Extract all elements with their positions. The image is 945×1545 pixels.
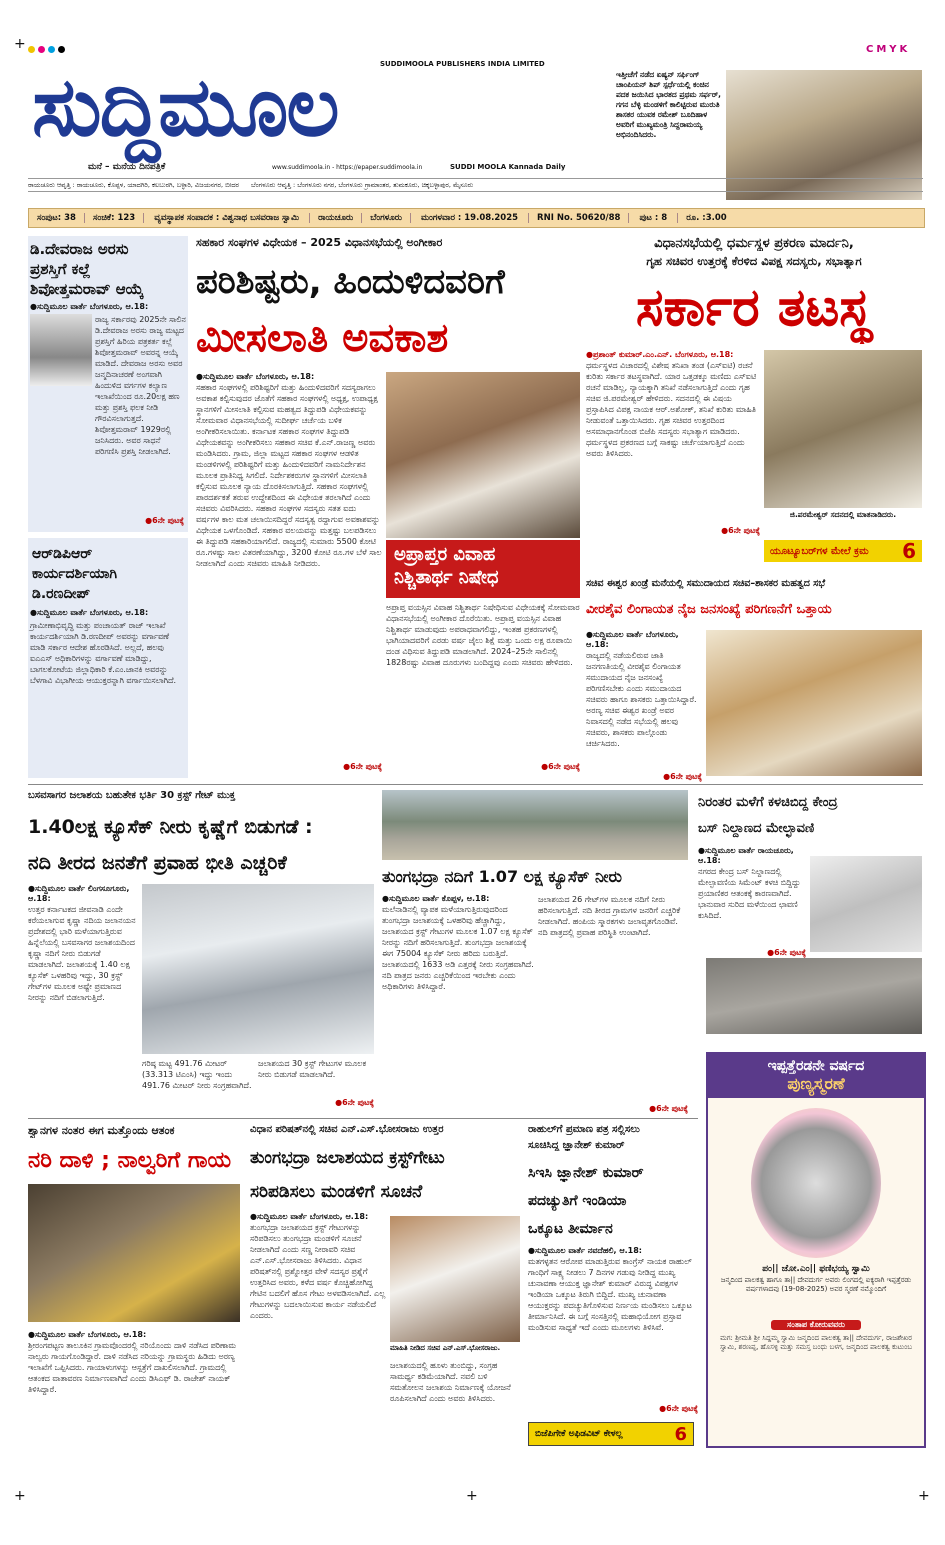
- youtubers-label: ಯೂಟ್ಯೂಬರ್‌ಗಳ ಮೇಲೆ ಕ್ರಮ: [770, 545, 869, 557]
- devaraj-body: ರಾಜ್ಯ ಸರ್ಕಾರವು 2025ನೇ ಸಾಲಿನ ಡಿ.ದೇವರಾಜ ಅರಸು ರಾಜ್ಯ ಮಟ್ಟದ ಪ್ರಶಸ್ತಿಗೆ ಹಿರಿಯ ಪತ್ರಕರ್ತ ಕಲ್ಲೆ ಶಿವೋತ್ತಮರಾವ್ ಅವರನ್ನ ಆಯ್ಕೆ ಮಾಡಿದೆ. ದೇವರಾಜ ಅರಸು ಅವರ ಜನ್ಮದಿನಾಚರಣೆ ಅಂಗವಾಗಿ ಹಿಂದುಳಿದ ವರ್ಗಗಳ ಕಲ್ಯಾಣ ಇಲಾಖೆಯಿಂದ ರೂ.20ಲಕ್ಷ ಹಣ ಮತ್ತು ಪ್ರಶಸ್ತಿ ಫಲಕ ನೀಡಿ ಗೌರವಿಸಲಾಗುತ್ತದೆ. ಶಿವೋತ್ತಮರಾವ್ 1929ರಲ್ಲಿ ಜನಿಸಿದರು. ಅವರ ಸಾಧನೆ ಪರಿಗಣಿಸಿ ಪ್ರಶಸ್ತಿ ನೀಡಲಾಗಿದೆ.: [95, 315, 186, 456]
- dharmasthala-head: ಸರ್ಕಾರ ತಟಸ್ಥ: [635, 278, 873, 338]
- krishna-kicker: ಬಸವಸಾಗರ ಜಲಾಶಯ ಬಹುತೇಕ ಭರ್ತಿ 30 ಕ್ರಸ್ಟ್ ಗೇಟ್ ಮುಕ್ತ: [28, 790, 236, 801]
- city-raichur: ರಾಯಚೂರು: [310, 213, 362, 223]
- busstand-head1: ನಿರಂತರ ಮಳೆಗೆ ಕಳಚಿಬಿದ್ದ ಕೇಂದ್ರ: [698, 795, 838, 810]
- assembly-photo: [386, 372, 580, 538]
- website: www.suddimoola.in - https://epaper.suddimoola.in: [272, 164, 423, 171]
- registration-dots: [28, 46, 65, 53]
- tungabhadra-continued: ●6ನೇ ಪುಟಕ್ಕೆ: [649, 1104, 688, 1113]
- randeep-head3: ಡಿ.ರಣದೀಪ್: [32, 586, 91, 602]
- divider-2: [28, 1118, 698, 1119]
- khandre-meeting-photo: [706, 630, 922, 776]
- crestgate-article: [250, 1212, 386, 1446]
- reservation-article: [196, 372, 382, 776]
- reservation-continued: ●6ನೇ ಪುಟಕ್ಕೆ: [343, 762, 382, 771]
- issue: ಸಂಚಿಕೆ: 123: [85, 213, 144, 223]
- crop-mark-bc: +: [466, 1488, 478, 1504]
- krishna-body2: ಗರಿಷ್ಠ ಮಟ್ಟ 491.76 ಮೀಟರ್ (33.313 ಟಿಎಂಸಿ) ಇದ್ದು ಇಂದು 491.76 ಮೀಟರ್ ನೀರು ಸಂಗ್ರಹವಾಗಿದೆ.: [142, 1059, 252, 1090]
- shivothamarao-photo: [30, 314, 92, 386]
- reservation-head2: ಮೀಸಲಾತಿ ಅವಕಾಶ: [196, 315, 449, 361]
- minor-marriage-banner: [386, 540, 580, 598]
- devaraj-head2: ಪ್ರಶಸ್ತಿಗೆ ಕಲ್ಲೆ: [30, 260, 91, 278]
- bjp-affidavit-page: 6: [674, 1423, 687, 1445]
- tungabhadra-river-photo: [382, 790, 688, 860]
- tungabhadra-body: ಮಲೆನಾಡಿನಲ್ಲಿ ವ್ಯಾಪಕ ಮಳೆಯಾಗುತ್ತಿರುವುದರಿಂದ ತುಂಗಭದ್ರಾ ಜಲಾಶಯಕ್ಕೆ ಒಳಹರಿವು ಹೆಚ್ಚಾಗಿದ್ದು, ಜಲಾಶಯದ ಕ್ರಸ್ಟ್ ಗೇಟುಗಳ ಮೂಲಕ 1.07 ಲಕ್ಷ ಕ್ಯೂಸೆಕ್ ನೀರನ್ನು ನದಿಗೆ ಹರಿಸಲಾಗುತ್ತಿದೆ. ತುಂಗಭದ್ರಾ ಜಲಾಶಯಕ್ಕೆ ಈಗ 75004 ಕ್ಯೂಸೆಕ್ ನೀರು ಹರಿದು ಬರುತ್ತಿದೆ. ಜಲಾಶಯದಲ್ಲಿ 1633 ಅಡಿ ಎತ್ತರಕ್ಕೆ ನೀರು ಸಂಗ್ರಹವಾಗಿದೆ. ನದಿ ಪಾತ್ರದ ಜನರು ಎಚ್ಚರಿಕೆಯಿಂದ ಇರಬೇಕು ಎಂದು ಅಧಿಕಾರಿಗಳು ತಿಳಿಸಿದ್ದಾರೆ.: [382, 905, 534, 991]
- busstand-head2: ಬಸ್ ನಿಲ್ದಾಣದ ಮೇಲ್ಛಾವಣಿ: [698, 821, 815, 836]
- tungabhadra-article: [382, 894, 534, 1120]
- minor-marriage-head1: ಅಪ್ರಾಪ್ತರ ವಿವಾಹ: [394, 544, 496, 565]
- randeep-head2: ಕಾರ್ಯದರ್ಶಿಯಾಗಿ: [32, 566, 118, 582]
- youtubers-box: [764, 540, 922, 562]
- founder: ವ್ಯವಸ್ಥಾಪಕ ಸಂಪಾದಕ : ವಿಶ್ವನಾಥ ಬಸವರಾಜ ಸ್ವಾಮಿ: [144, 213, 310, 223]
- dharmasthala-body: ಧರ್ಮಸ್ಥಳದ ವಿಚಾರದಲ್ಲಿ ವಿಶೇಷ ತನಿಖಾ ತಂಡ (ಎಸ್‌ಐಟಿ) ರಚನೆ ಕುರಿತು ಸರ್ಕಾರ ತಟಸ್ಥವಾಗಿದೆ. ಯಾರ ಒತ್ತಡಕ್ಕೂ ಮಣಿದು ಎಸ್‌ಐಟಿ ರಚನೆ ಮಾಡಿಲ್ಲ, ನ್ಯಾಯಕ್ಕಾಗಿ ತನಿಖೆ ನಡೆಸಲಾಗುತ್ತಿದೆ ಎಂದು ಗೃಹ ಸಚಿವ ಜಿ.ಪರಮೇಶ್ವರ್ ಹೇಳಿದರು. ಸದನದಲ್ಲಿ ಈ ವಿಷಯ ಪ್ರಸ್ತಾಪಿಸಿದ ವಿಪಕ್ಷ ನಾಯಕ ಆರ್.ಅಶೋಕ್, ತನಿಖೆ ಕುರಿತು ಮಾಹಿತಿ ನೀಡುವಂತೆ ಒತ್ತಾಯಿಸಿದರು. ಗೃಹ ಸಚಿವರ ಉತ್ತರದಿಂದ ಅಸಮಾಧಾನಗೊಂಡ ಬಿಜೆಪಿ ಸದಸ್ಯರು ಸಭಾತ್ಯಾಗ ಮಾಡಿದರು. ಧರ್ಮಸ್ಥಳದ ಪ್ರಕರಣದ ಬಗ್ಗೆ ಸಾಕಷ್ಟು ಚರ್ಚೆಯಾಗುತ್ತಿದೆ ಎಂದು ಅವರು ತಿಳಿಸಿದರು.: [586, 361, 757, 458]
- veerashaiva-continued: ●6ನೇ ಪುಟಕ್ಕೆ: [663, 772, 702, 781]
- krishna-article: [28, 884, 138, 1110]
- date: ಮಂಗಳವಾರ : 19.08.2025: [411, 213, 529, 223]
- devaraj-head3: ಶಿವೋತ್ತಮರಾವ್ ಆಯ್ಕೆ: [30, 280, 144, 298]
- obituary-ad: [706, 1052, 926, 1448]
- obituary-head2: ಪುಣ್ಯಸ್ಮರಣೆ: [787, 1074, 845, 1093]
- veerashaiva-dateline: ●ಸುದ್ದಿಮೂಲ ವಾರ್ತೆ ಬೆಂಗಳೂರು, ಆ.18:: [586, 630, 679, 649]
- crestgate-dateline: ●ಸುದ್ದಿಮೂಲ ವಾರ್ತೆ ಬೆಂಗಳೂರು, ಆ.18:: [250, 1212, 369, 1221]
- obituary-details: ಜನ್ಮದಿಂದ ಪಾಲಕತ್ವ ಹಾಗೂ ತಾ|| ದೇವದುರ್ಗ ಅವರು ಲಿಂಗದಲ್ಲಿ ಐಕ್ಯರಾಗಿ ಇಪ್ಪತ್ತೆರಡು ವರ್ಷಗಳಾದವು (19-08-2025) ಅವರ ಸ್ಮರಣೆ ನಮ್ಮೊಂದಿಗೆ: [720, 1276, 912, 1293]
- editions-text: ರಾಯಚೂರು ಆವೃತ್ತಿ : ರಾಯಚೂರು, ಕೊಪ್ಪಳ, ಯಾದಗಿರಿ, ಕಲಬುರಗಿ, ಬಳ್ಳಾರಿ, ವಿಜಯನಗರ, ಬೀದರ: [28, 181, 239, 189]
- krishna-body3: ಜಲಾಶಯದ 30 ಕ್ರಸ್ಟ್ ಗೇಟುಗಳ ಮೂಲಕ ನೀರು ಬಿಡುಗಡೆ ಮಾಡಲಾಗಿದೆ.: [258, 1059, 367, 1079]
- bjp-affidavit-label: ಬಿಜೆಪಿಗೇಕೆ ಅಫಿಡವಿಟ್ ಕೇಳಲ್ಲ: [535, 1429, 623, 1439]
- tungabhadra-article2: [538, 894, 688, 1120]
- gyanesh-body: ಮತಗಳ್ಳತನ ಆರೋಪ ಮಾಡುತ್ತಿರುವ ಕಾಂಗ್ರೆಸ್ ನಾಯಕ ರಾಹುಲ್ ಗಾಂಧಿಗೆ ಸಾಕ್ಷ್ಯ ನೀಡಲು 7 ದಿನಗಳ ಗಡುವು ನೀಡಿದ್ದ ಮುಖ್ಯ ಚುನಾವಣಾ ಆಯುಕ್ತ ಜ್ಞಾನೇಶ್ ಕುಮಾರ್ ವಿರುದ್ಧ ವಿಪಕ್ಷಗಳ ಇಂಡಿಯಾ ಒಕ್ಕೂಟ ತಿರುಗಿ ಬಿದ್ದಿದೆ. ಮುಖ್ಯ ಚುನಾವಣಾ ಆಯುಕ್ತರನ್ನು ಪದಚ್ಯುತಿಗೊಳಿಸುವ ನಿರ್ಣಯ ಮಂಡಿಸಲು ಒಕ್ಕೂಟ ತೀರ್ಮಾನಿಸಿದೆ. ಈ ಬಗ್ಗೆ ಸಂಸತ್ತಿನಲ್ಲಿ ಮಹಾಭಿಯೋಗ ಪ್ರಸ್ತಾವ ಮಂಡಿಸುವ ಸಾಧ್ಯತೆ ಇದೆ ಎಂದು ಮೂಲಗಳು ತಿಳಿಸಿವೆ.: [528, 1257, 692, 1332]
- youtubers-page: 6: [902, 539, 916, 563]
- pages: ಪುಟ : 8: [629, 213, 678, 223]
- gyanesh-kicker2: ಸೂಚಿಸಿದ್ದ ಜ್ಞಾನೇಶ್ ಕುಮಾರ್: [528, 1140, 625, 1151]
- reservation-kicker: ಸಹಕಾರ ಸಂಘಗಳ ವಿಧೇಯಕ – 2025 ವಿಧಾನಸಭೆಯಲ್ಲಿ ಅಂಗೀಕಾರ: [196, 236, 443, 249]
- busstand-article: [698, 846, 806, 956]
- veerashaiva-head: ವೀರಶೈವ ಲಿಂಗಾಯತ ನೈಜ ಜನಸಂಖ್ಯೆ ಪರಿಗಣನೆಗೆ ಒತ್ತಾಯ: [586, 602, 832, 617]
- bjp-affidavit-box: [528, 1422, 694, 1446]
- parameshwar-photo: [764, 350, 922, 508]
- dharmasthala-continued: ●6ನೇ ಪುಟಕ್ಕೆ: [721, 526, 760, 535]
- jackal-dateline: ●ಸುದ್ದಿಮೂಲ ವಾರ್ತೆ ಬೆಂಗಳೂರು, ಆ.18:: [28, 1330, 147, 1339]
- gyanesh-head1: ಸಿಇಸಿ ಜ್ಞಾನೇಶ್ ಕುಮಾರ್: [528, 1165, 644, 1181]
- minor-marriage-article: [386, 602, 580, 776]
- veerashaiva-body: ರಾಜ್ಯದಲ್ಲಿ ನಡೆಯಲಿರುವ ಜಾತಿ ಜನಗಣತಿಯಲ್ಲಿ ವೀರಶೈವ ಲಿಂಗಾಯತ ಸಮುದಾಯದ ನೈಜ ಜನಸಂಖ್ಯೆ ಪರಿಗಣಿಸಬೇಕು ಎಂದು ಸಮುದಾಯದ ಸಚಿವರು ಹಾಗೂ ಶಾಸಕರು ಒತ್ತಾಯಿಸಿದ್ದಾರೆ. ಅರಣ್ಯ ಸಚಿವ ಈಶ್ವರ ಖಂಡ್ರೆ ಅವರ ನಿವಾಸದಲ್ಲಿ ನಡೆದ ಸಭೆಯಲ್ಲಿ ಹಲವು ಸಚಿವರು, ಶಾಸಕರು ಪಾಲ್ಗೊಂಡು ಚರ್ಚಿಸಿದರು.: [586, 651, 697, 748]
- crestgate-head1: ತುಂಗಭದ್ರಾ ಜಲಾಶಯದ ಕ್ರಸ್ಟ್‌ಗೇಟು: [250, 1148, 445, 1168]
- edition-strip: [28, 178, 923, 192]
- devaraj-continued: ●6ನೇ ಪುಟಕ್ಕೆ: [145, 516, 184, 525]
- busstand-roof-photo: [810, 856, 922, 952]
- krishna-head2: ನದಿ ತೀರದ ಜನತೆಗೆ ಪ್ರವಾಹ ಭೀತಿ ಎಚ್ಚರಿಕೆ: [28, 852, 287, 874]
- story-randeep: [28, 538, 188, 778]
- reservation-dateline: ●ಸುದ್ದಿಮೂಲ ವಾರ್ತೆ ಬೆಂಗಳೂರು, ಆ.18:: [196, 372, 315, 381]
- obituary-name: ಪಂ|| ಜೋ.ಎಂ|| ಫಣಿಭಯ್ಯ ಸ್ವಾಮಿ: [762, 1264, 870, 1274]
- crestgate-body2: ಜಲಾಶಯದಲ್ಲಿ ಹೂಳು ತುಂಬಿದ್ದು, ಸಂಗ್ರಹ ಸಾಮರ್ಥ್ಯ ಕಡಿಮೆಯಾಗಿದೆ. ನವಲಿ ಬಳಿ ಸಮತೋಲನ ಜಲಾಶಯ ನಿರ್ಮಾಣಕ್ಕೆ ಯೋಜನೆ ರೂಪಿಸಲಾಗಿದೆ ಎಂದು ಅವರು ತಿಳಿಸಿದರು.: [390, 1361, 511, 1403]
- randeep-body: ಗ್ರಾಮೀಣಾಭಿವೃದ್ಧಿ ಮತ್ತು ಪಂಚಾಯತ್ ರಾಜ್ ಇಲಾಖೆ ಕಾರ್ಯದರ್ಶಿಯಾಗಿ ಡಿ.ರಣದೀಪ್ ಅವರನ್ನು ವರ್ಗಾವಣೆ ಮಾಡಿ ಸರ್ಕಾರ ಆದೇಶ ಹೊರಡಿಸಿದೆ. ಅಲ್ಲದೆ, ಹಲವು ಐಎಎಸ್ ಅಧಿಕಾರಿಗಳನ್ನು ವರ್ಗಾವಣೆ ಮಾಡಿದ್ದು, ಬಾಗಲಕೋಟೆಯ ಜಿಲ್ಲಾಧಿಕಾರಿ ಕೆ.ಎಂ.ಜಾನಕಿ ಅವರನ್ನು ಬೆಳಗಾವಿ ವಿಭಾಗೀಯ ಆಯುಕ್ತರನ್ನಾಗಿ ವರ್ಗಾಯಿಸಲಾಗಿದೆ.: [30, 621, 177, 685]
- busstand-continued: ●6ನೇ ಪುಟಕ್ಕೆ: [767, 948, 806, 957]
- crestgate-kicker: ವಿಧಾನ ಪರಿಷತ್‌ನಲ್ಲಿ ಸಚಿವ ಎನ್.ಎಸ್.ಭೋಸರಾಜು ಉತ್ತರ: [250, 1124, 444, 1135]
- tungabhadra-body2: ಜಲಾಶಯದ 26 ಗೇಟ್‌ಗಳ ಮೂಲಕ ನದಿಗೆ ನೀರು ಹರಿಸಲಾಗುತ್ತಿದೆ. ನದಿ ತೀರದ ಗ್ರಾಮಗಳ ಜನರಿಗೆ ಎಚ್ಚರಿಕೆ ನೀಡಲಾಗಿದೆ. ಹಂಪಿಯ ಸ್ಮಾರಕಗಳು ಜಲಾವೃತಗೊಂಡಿವೆ. ನದಿ ಪಾತ್ರದಲ್ಲಿ ಪ್ರವಾಹ ಪರಿಸ್ಥಿತಿ ಉಂಟಾಗಿದೆ.: [538, 895, 681, 937]
- jackal-kicker: ಶ್ವಾನಗಳ ನಂತರ ಈಗ ಮತ್ತೊಂದು ಆತಂಕ: [28, 1124, 175, 1137]
- price: ರೂ. :3.00: [686, 213, 727, 223]
- jackal-body: ಶ್ರೀರಂಗಪಟ್ಟಣ ತಾಲೂಕಿನ ಗ್ರಾಮವೊಂದರಲ್ಲಿ ನರಿಯೊಂದು ದಾಳಿ ನಡೆಸಿದ ಪರಿಣಾಮ ನಾಲ್ವರು ಗಾಯಗೊಂಡಿದ್ದಾರೆ. ದಾಳಿ ನಡೆಸಿದ ನರಿಯನ್ನು ಗ್ರಾಮಸ್ಥರು ಹಿಡಿದು ಅರಣ್ಯ ಇಲಾಖೆಗೆ ಒಪ್ಪಿಸಿದರು. ಗಾಯಾಳುಗಳನ್ನು ಆಸ್ಪತ್ರೆಗೆ ದಾಖಲಿಸಲಾಗಿದೆ. ಗ್ರಾಮದಲ್ಲಿ ಆತಂಕದ ವಾತಾವರಣ ನಿರ್ಮಾಣವಾಗಿದೆ ಎಂದು ಡಿಸಿಎಫ್ ಡಿ. ರಾಜೇಶ್ ನಾಯಕ್ ತಿಳಿಸಿದ್ದಾರೆ.: [28, 1341, 236, 1394]
- dharmasthala-kicker1: ವಿಧಾನಸಭೆಯಲ್ಲಿ ಧರ್ಮಸ್ಥಳ ಪ್ರಕರಣ ಮಾರ್ದನಿ,: [654, 236, 854, 251]
- city-bengaluru: ಬೆಂಗಳೂರು: [362, 213, 411, 223]
- bhosaraju-photo: [390, 1216, 520, 1342]
- crop-mark-tl: +: [14, 36, 26, 52]
- gyanesh-kicker1: ರಾಹುಲ್‌ಗೆ ಪ್ರಮಾಣ ಪತ್ರ ಸಲ್ಲಿಸಲು: [528, 1124, 640, 1135]
- publisher-line: SUDDIMOOLA PUBLISHERS INDIA LIMITED: [380, 60, 545, 68]
- reservation-head1: ಪರಿಶಿಷ್ಟರು, ಹಿಂದುಳಿದವರಿಗೆ: [196, 262, 505, 302]
- gyanesh-article: [528, 1246, 698, 1418]
- reservation-body: ಸಹಕಾರ ಸಂಘಗಳಲ್ಲಿ ಪರಿಶಿಷ್ಟರಿಗೆ ಮತ್ತು ಹಿಂದುಳಿದವರಿಗೆ ಸದಸ್ಯರಾಗಲು ಅವಕಾಶ ಕಲ್ಪಿಸುವುದರ ಜೊತೆಗೆ ಸಹಕಾರ ಸಂಘಗಳಲ್ಲಿ ಅಧ್ಯಕ್ಷ, ಉಪಾಧ್ಯಕ್ಷ ಸ್ಥಾನಗಳಿಗೆ ಮೀಸಲಾತಿ ಕಲ್ಪಿಸುವ ಮಹತ್ವದ ತಿದ್ದುಪಡಿ ವಿಧೇಯಕವನ್ನು ಸೋಮವಾರ ವಿಧಾನಸಭೆಯಲ್ಲಿ ಸುದೀರ್ಘ ಚರ್ಚೆಯ ಬಳಿಕ ಅಂಗೀಕರಿಸಲಾಯಿತು. ಕರ್ನಾಟಕ ಸಹಕಾರ ಸಂಘಗಳ ತಿದ್ದುಪಡಿ ವಿಧೇಯಕವನ್ನು ಅಂಗೀಕರಿಸಲು ಸಹಕಾರ ಸಚಿವ ಕೆ.ಎನ್.ರಾಜಣ್ಣ ಅವರು ಮಂಡಿಸಿದರು. ಗ್ರಾಮ, ಜಿಲ್ಲಾ ಮಟ್ಟದ ಸಹಕಾರ ಸಂಘಗಳ ಆಡಳಿತ ಮಂಡಳಿಗಳಲ್ಲಿ ಪರಿಶಿಷ್ಟರಿಗೆ ಮತ್ತು ಹಿಂದುಳಿದವರಿಗೆ ನಾಮನಿರ್ದೇಶನ ಮೂಲಕ ಪ್ರಾತಿನಿಧ್ಯ ಸಿಗಲಿದೆ. ನಿರ್ದೇಶಕರುಗಳ ಸ್ಥಾನಗಳಿಗೆ ಮೀಸಲಾತಿ ಕಲ್ಪಿಸುವ ಮೂಲಕ ನ್ಯಾಯ ದೊರಕಿಸಲಾಗುತ್ತಿದೆ. ಸಹಕಾರ ಸಂಘಗಳಲ್ಲಿ ಪಾರದರ್ಶಕತೆ ತರುವ ಉದ್ದೇಶದಿಂದ ಈ ವಿಧೇಯಕ ತರಲಾಗಿದೆ ಎಂದು ಸಚಿವರು ವಿವರಿಸಿದರು. ಸಹಕಾರ ಸಂಘಗಳ ಸದಸ್ಯರು ಸತತ ಐದು ವರ್ಷಗಳ ಕಾಲ ಮತ ಚಲಾಯಿಸದಿದ್ದರೆ ಸದಸ್ಯತ್ವ ರದ್ದಾಗುವ ಅವಕಾಶವನ್ನು ವಿಧೇಯಕ ಒಳಗೊಂಡಿದೆ. ಸಹಕಾರ ವಲಯವನ್ನು ಮತ್ತಷ್ಟು ಬಲಪಡಿಸಲು ಈ ತಿದ್ದುಪಡಿ ಸಹಕಾರಿಯಾಗಲಿದೆ. ರಾಜ್ಯದಲ್ಲಿ ಸುಮಾರು 5500 ಕೋಟಿ ರೂ.ಗಳಷ್ಟು ಸಾಲ ವಿತರಣೆಯಾಗಿದ್ದು, 3200 ಕೋಟಿ ರೂ.ಗಳ ಬೆಳೆ ಸಾಲ ನೀಡಲಾಗಿದೆ ಎಂದು ಸಚಿವರು ಮಾಹಿತಿ ನೀಡಿದರು.: [196, 383, 382, 568]
- cmyk-mark: CMYK: [866, 44, 911, 55]
- veerashaiva-kicker: ಸಚಿವ ಈಶ್ವರ ಖಂಡ್ರೆ ಮನೆಯಲ್ಲಿ ಸಮುದಾಯದ ಸಚಿವ–ಶಾಸಕರ ಮಹತ್ವದ ಸಭೆ: [586, 578, 826, 589]
- jackal-article: [28, 1330, 242, 1446]
- dharmasthala-dateline: ●ಪ್ರಶಾಂತ್ ಕುಮಾರ್.ಎಂ.ಎನ್. ಬೆಂಗಳೂರು, ಆ.18:: [586, 350, 734, 359]
- parameshwar-caption: ಜಿ.ಪರಮೇಶ್ವರ್ ಸದನದಲ್ಲಿ ಮಾತನಾಡಿದರು.: [789, 510, 897, 519]
- basavasagar-dam-photo: [142, 884, 374, 1054]
- devaraj-head1: ಡಿ.ದೇವರಾಜ ಅರಸು: [30, 240, 129, 258]
- dharmasthala-article: [586, 350, 760, 538]
- top-photo-caption: ಇತ್ತೀಚೆಗೆ ನಡೆದ ಏಷ್ಯನ್ ಸರ್ಫಿಂಗ್ ಚಾಂಪಿಯನ್ ಶಿಪ್ ಸ್ಪರ್ಧೆಯಲ್ಲಿ ಕಂಚಿನ ಪದಕ ಜಯಿಸಿದ ಭಾರತದ ಪ್ರಥಮ ಸರ್ಫರ್, ಗಗನ ಬೆಳ್ಳಿ ಮಂಡಳಿಗೆ ಕಾಲಿಟ್ಟಿರುವ ಮುರುತಿ ಶಾಸಕರ ಯುವಕ ರಮೇಶ್ ಬೂದಿಹಾಳ ಅವರಿಗೆ ಮುಖ್ಯಮಂತ್ರಿ ಸಿದ್ದರಾಮಯ್ಯ ಅಭಿನಂದಿಸಿದರು.: [616, 70, 721, 139]
- english-name: SUDDI MOOLA Kannada Daily: [450, 163, 566, 171]
- randeep-dateline: ●ಸುದ್ದಿಮೂಲ ವಾರ್ತೆ ಬೆಂಗಳೂರು, ಆ.18:: [30, 608, 149, 617]
- randeep-head1: ಆರ್‌ಡಿಪಿಆರ್: [32, 546, 93, 562]
- story-devaraj: [28, 236, 188, 532]
- dharmasthala-kicker2: ಗೃಹ ಸಚಿವರ ಉತ್ತರಕ್ಕೆ ಕೆರಳಿದ ವಿಪಕ್ಷ ಸದಸ್ಯರು, ಸಭಾತ್ಯಾಗ: [646, 254, 862, 268]
- crop-mark-br: +: [918, 1488, 930, 1504]
- crestgate-body: ತುಂಗಭದ್ರಾ ಜಲಾಶಯದ ಕ್ರಸ್ಟ್ ಗೇಟುಗಳನ್ನು ಸರಿಪಡಿಸಲು ತುಂಗಭದ್ರಾ ಮಂಡಳಿಗೆ ಸೂಚನೆ ನೀಡಲಾಗಿದೆ ಎಂದು ಸಣ್ಣ ನೀರಾವರಿ ಸಚಿವ ಎನ್.ಎಸ್.ಭೋಸರಾಜು ತಿಳಿಸಿದರು. ವಿಧಾನ ಪರಿಷತ್‌ನಲ್ಲಿ ಪ್ರಶ್ನೋತ್ತರ ವೇಳೆ ಸದಸ್ಯರ ಪ್ರಶ್ನೆಗೆ ಉತ್ತರಿಸಿದ ಅವರು, ಕಳೆದ ವರ್ಷ ಕೊಚ್ಚಿಹೋಗಿದ್ದ ಗೇಟಿನ ಬದಲಿಗೆ ಹೊಸ ಗೇಟು ಅಳವಡಿಸಲಾಗಿದೆ. ಎಲ್ಲ ಗೇಟುಗಳನ್ನು ಬದಲಾಯಿಸುವ ಕಾರ್ಯ ನಡೆಯಲಿದೆ ಎಂದರು.: [250, 1223, 386, 1320]
- masthead-logo: ಸುದ್ದಿಮೂಲ: [32, 60, 338, 155]
- gyanesh-dateline: ●ಸುದ್ದಿಮೂಲ ವಾರ್ತೆ ನವದೆಹಲಿ, ಆ.18:: [528, 1246, 642, 1255]
- busstand-debris-photo: [706, 958, 922, 1034]
- bhosaraju-caption: ಮಾಹಿತಿ ನೀಡಿದ ಸಚಿವ ಎನ್.ಎಸ್.ಭೋಸರಾಜು.: [390, 1344, 501, 1352]
- gyanesh-continued: ●6ನೇ ಪುಟಕ್ಕೆ: [659, 1404, 698, 1413]
- obituary-family: ಮಗ: ಶ್ರೀಮತಿ ಶ್ರೀ ಸಿದ್ದಮ್ಮ ಸ್ವಾಮಿ ಜನ್ಮದಿಂದ ಪಾಲಕತ್ವ ತಾ|| ದೇವದುರ್ಗ, ರಾಜಶೇಖರ ಸ್ವಾಮಿ, ಶರಣಪ್ಪ, ಹೊಸಳ್ಳಿ ಮತ್ತು ಸಮಸ್ತ ಬಂಧು ಬಳಗ, ಜನ್ಮದಿಂದ ಪಾಲಕತ್ವ ಕುಟುಂಬ: [719, 1334, 913, 1351]
- obituary-family-label: ಸಂತಾಪ ಕೋರುವವರು: [771, 1320, 861, 1330]
- volume: ಸಂಪುಟ: 38: [29, 213, 85, 223]
- crestgate-head2: ಸರಿಪಡಿಸಲು ಮಂಡಳಿಗೆ ಸೂಚನೆ: [250, 1182, 423, 1202]
- info-bar: [28, 208, 925, 228]
- minor-marriage-continued: ●6ನೇ ಪುಟಕ್ಕೆ: [541, 762, 580, 771]
- tagline: ಮನೆ – ಮನೆಯ ದಿನಪತ್ರಿಕೆ: [88, 162, 166, 172]
- crop-mark-bl: +: [14, 1488, 26, 1504]
- krishna-continued: ●6ನೇ ಪುಟಕ್ಕೆ: [335, 1098, 374, 1107]
- busstand-body: ನಗರದ ಕೇಂದ್ರ ಬಸ್ ನಿಲ್ದಾಣದಲ್ಲಿ ಮೇಲ್ಛಾವಣಿಯ ಸಿಮೆಂಟ್ ಕಳಚಿ ಬಿದ್ದಿದ್ದು ಪ್ರಯಾಣಿಕರ ಆತಂಕಕ್ಕೆ ಕಾರಣವಾಗಿದೆ. ಭಾನುವಾರ ಸುರಿದ ಮಳೆಯಿಂದ ಛಾವಣಿ ಕುಸಿದಿದೆ.: [698, 867, 801, 920]
- divider-1: [28, 784, 923, 785]
- tungabhadra-head: ತುಂಗಭದ್ರಾ ನದಿಗೆ 1.07 ಲಕ್ಷ ಕ್ಯೂಸೆಕ್ ನೀರು: [382, 867, 623, 886]
- tungabhadra-dateline: ●ಸುದ್ದಿಮೂಲ ವಾರ್ತೆ ಕೊಪ್ಪಳ, ಆ.18:: [382, 894, 490, 903]
- devaraj-dateline: ●ಸುದ್ದಿಮೂಲ ವಾರ್ತೆ ಬೆಂಗಳೂರು, ಆ.18:: [30, 302, 149, 311]
- jackal-head: ನರಿ ದಾಳಿ ; ನಾಲ್ವರಿಗೆ ಗಾಯ: [28, 1148, 232, 1173]
- gyanesh-head3: ಒಕ್ಕೂಟ ತೀರ್ಮಾನ: [528, 1221, 613, 1237]
- krishna-body: ಉತ್ತರ ಕರ್ನಾಟಕದ ಜೀವನಾಡಿ ಎಂದೇ ಕರೆಯಲಾಗುವ ಕೃಷ್ಣಾ ನದಿಯ ಜಲಾನಯನ ಪ್ರದೇಶದಲ್ಲಿ ಭಾರಿ ಮಳೆಯಾಗುತ್ತಿರುವ ಹಿನ್ನೆಲೆಯಲ್ಲಿ ಬಸವಸಾಗರ ಜಲಾಶಯದಿಂದ ಕೃಷ್ಣಾ ನದಿಗೆ ನೀರು ಬಿಡುಗಡೆ ಮಾಡಲಾಗಿದೆ. ಜಲಾಶಯಕ್ಕೆ 1.40 ಲಕ್ಷ ಕ್ಯೂಸೆಕ್ ಒಳಹರಿವು ಇದ್ದು, 30 ಕ್ರಸ್ಟ್ ಗೇಟ್‌ಗಳ ಮೂಲಕ ಅಷ್ಟೇ ಪ್ರಮಾಣದ ನೀರನ್ನು ನದಿಗೆ ಬಿಡಲಾಗುತ್ತಿದೆ.: [28, 905, 136, 1002]
- offices-text: ಬೆಂಗಳೂರು ಆವೃತ್ತಿ : ಬೆಂಗಳೂರು ನಗರ, ಬೆಂಗಳೂರು ಗ್ರಾಮಾಂತರ, ತುಮಕೂರು, ಚಿಕ್ಕಬಳ್ಳಾಪುರ, ಮೈಸೂರು: [251, 181, 474, 189]
- krishna-head1: 1.40ಲಕ್ಷ ಕ್ಯೂಸೆಕ್ ನೀರು ಕೃಷ್ಣೆಗೆ ಬಿಡುಗಡೆ :: [28, 816, 313, 838]
- minor-marriage-body: ಅಪ್ರಾಪ್ತ ವಯಸ್ಸಿನ ವಿವಾಹ ನಿಶ್ಚಿತಾರ್ಥ ನಿಷೇಧಿಸುವ ವಿಧೇಯಕಕ್ಕೆ ಸೋಮವಾರ ವಿಧಾನಸಭೆಯಲ್ಲಿ ಅಂಗೀಕಾರ ದೊರೆಯಿತು. ಅಪ್ರಾಪ್ತ ವಯಸ್ಸಿನ ವಿವಾಹ ನಿಶ್ಚಿತಾರ್ಥ ಮಾಡುವುದು ಅಪರಾಧವಾಗಲಿದ್ದು, ಇಂತಹ ಪ್ರಕರಣಗಳಲ್ಲಿ ಭಾಗಿಯಾದವರಿಗೆ ಎರಡು ವರ್ಷ ಜೈಲು ಶಿಕ್ಷೆ ಮತ್ತು ಒಂದು ಲಕ್ಷ ರೂಪಾಯಿ ದಂಡ ವಿಧಿಸುವ ತಿದ್ದುಪಡಿ ಮಾಡಲಾಗಿದೆ. 2024–25ನೇ ಸಾಲಿನಲ್ಲಿ 1828ರಷ್ಟು ವಿವಾಹ ದೂರುಗಳು ಬಂದಿದ್ದವು ಎಂದು ಸಚಿವರು ಹೇಳಿದರು.: [386, 603, 580, 667]
- minor-marriage-head2: ನಿಶ್ಚಿತಾರ್ಥ ನಿಷೇಧ: [394, 567, 499, 588]
- rni: RNI No. 50620/88: [529, 213, 629, 223]
- krishna-dateline: ●ಸುದ್ದಿಮೂಲ ವಾರ್ತೆ ಲಿಂಗಸೂಗೂರು, ಆ.18:: [28, 884, 130, 903]
- busstand-dateline: ●ಸುದ್ದಿಮೂಲ ವಾರ್ತೆ ರಾಯಚೂರು, ಆ.18:: [698, 846, 794, 865]
- jackal-photo: [28, 1184, 240, 1322]
- obituary-head1: ಇಪ್ಪತ್ತೆರಡನೇ ವರ್ಷದ: [767, 1058, 865, 1074]
- veerashaiva-article: [586, 630, 702, 781]
- gyanesh-head2: ಪದಚ್ಯುತಿಗೆ ಇಂಡಿಯಾ: [528, 1193, 627, 1209]
- obituary-portrait: [751, 1108, 881, 1258]
